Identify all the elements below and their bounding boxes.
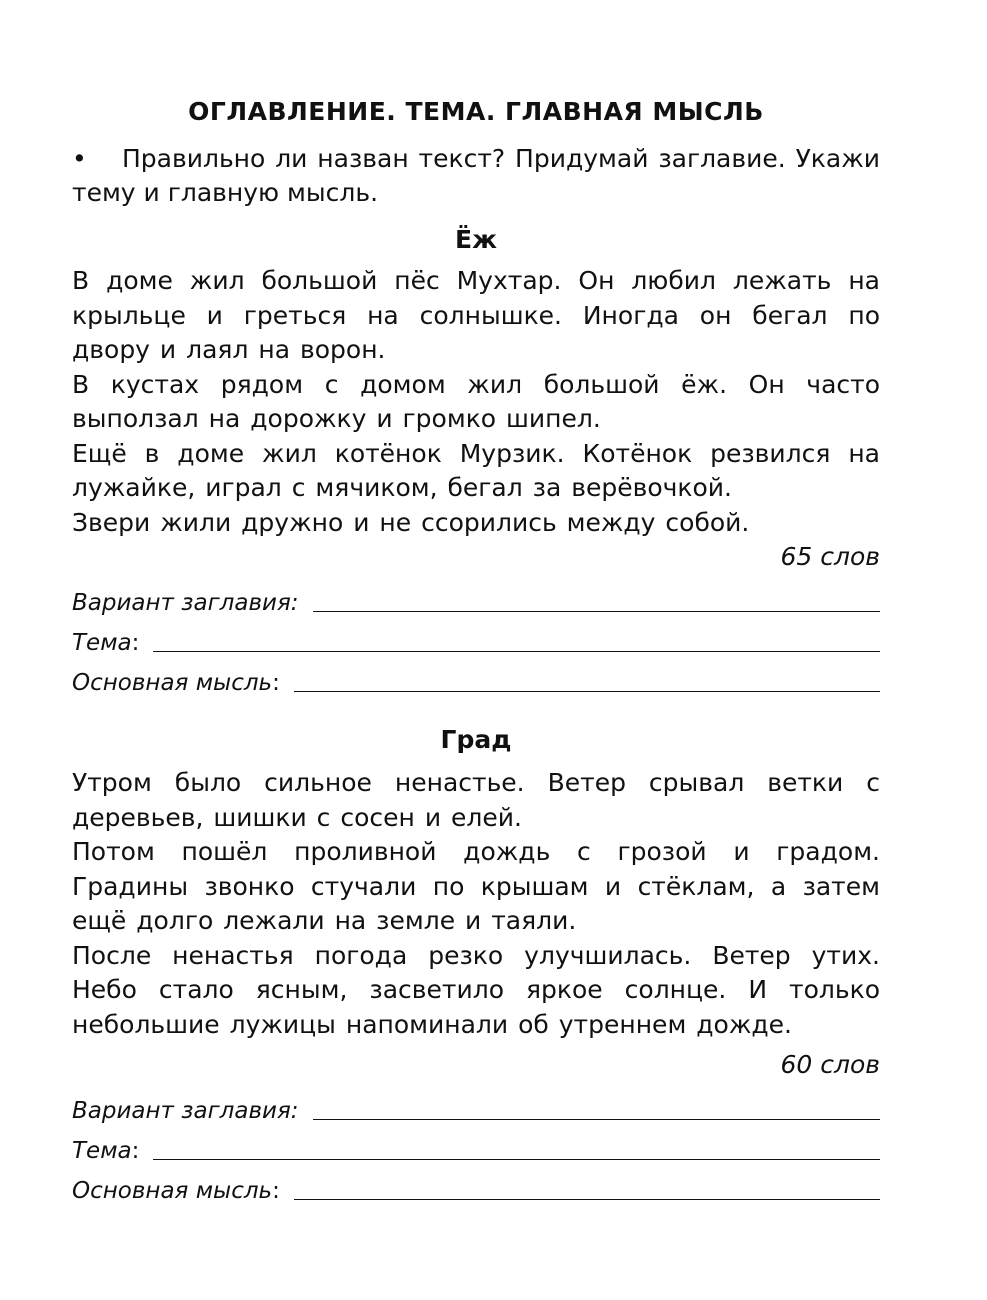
story-title-hedgehog: Ёж bbox=[455, 225, 497, 254]
main-idea-label bbox=[72, 1176, 294, 1206]
story2-theme-field bbox=[72, 1126, 880, 1166]
instruction-text: Правильно ли назван текст? Придумай заглавие. Укажи тему и главную мысль. bbox=[72, 144, 880, 207]
page-title: ОГЛАВЛЕНИЕ. ТЕМА. ГЛАВНАЯ МЫСЛЬ bbox=[188, 97, 764, 126]
worksheet-page bbox=[72, 92, 880, 1206]
main-idea-label bbox=[72, 668, 294, 698]
theme-label bbox=[72, 1136, 153, 1166]
story2-main-idea-field bbox=[72, 1166, 880, 1206]
story1-word-count: 65 слов bbox=[780, 542, 880, 571]
title-variant-answer-line[interactable] bbox=[313, 1097, 880, 1120]
main-idea-colon: : bbox=[272, 670, 280, 696]
theme-answer-line[interactable] bbox=[153, 629, 880, 652]
story1-main-idea-field bbox=[72, 658, 880, 698]
story1-paragraph-4: Звери жили дружно и не ссорились между собой. bbox=[72, 507, 750, 537]
story2-title-variant-field bbox=[72, 1086, 880, 1126]
main-idea-answer-line[interactable] bbox=[294, 669, 880, 692]
main-idea-colon: : bbox=[272, 1178, 280, 1204]
story-title-hail: Град bbox=[440, 725, 512, 754]
story2-paragraph-3: После ненастья погода резко улучшилась. Ветер утих. Небо стало ясным, засветило яркое солнце. И только небольшие лужицы напоминали об утреннем дожде. bbox=[72, 940, 880, 1039]
story1-paragraph-3: Ещё в доме жил котёнок Мурзик. Котёнок резвился на лужайке, играл с мячиком, бегал за верёвочкой. bbox=[72, 438, 880, 502]
title-variant-answer-line[interactable] bbox=[313, 589, 880, 612]
task-instruction bbox=[72, 142, 880, 210]
story2-paragraph-2: Потом пошёл проливной дождь с грозой и градом. Градины звонко стучали по крышам и стёклам, а затем ещё долго лежали на земле и таяли. bbox=[72, 837, 880, 935]
title-variant-label: Вариант заглавия: bbox=[72, 1098, 299, 1124]
story2-paragraph-1: Утром было сильное ненастье. Ветер срывал ветки с деревьев, шишки с сосен и елей. bbox=[72, 768, 880, 832]
theme-label-text: Тема bbox=[72, 630, 132, 656]
theme-label-text: Тема bbox=[72, 1138, 132, 1164]
theme-answer-line[interactable] bbox=[153, 1137, 880, 1160]
bullet-icon: • bbox=[72, 144, 87, 173]
story2-word-count: 60 слов bbox=[780, 1050, 880, 1079]
story1-theme-field bbox=[72, 618, 880, 658]
story1-paragraph-1: В доме жил большой пёс Мухтар. Он любил лежать на крыльце и греться на солнышке. Иногда он бегал по двору и лаял на ворон. bbox=[72, 266, 880, 364]
theme-colon: : bbox=[131, 630, 140, 656]
story1-paragraph-2: В кустах рядом с домом жил большой ёж. Он часто выползал на дорожку и громко шипел. bbox=[72, 369, 880, 433]
theme-label bbox=[72, 628, 153, 658]
title-variant-label: Вариант заглавия: bbox=[72, 590, 299, 616]
main-idea-label-text: Основная мысль bbox=[72, 670, 273, 696]
theme-colon: : bbox=[131, 1138, 140, 1164]
story1-title-variant-field bbox=[72, 578, 880, 618]
main-idea-label-text: Основная мысль bbox=[72, 1178, 273, 1204]
main-idea-answer-line[interactable] bbox=[294, 1177, 880, 1200]
